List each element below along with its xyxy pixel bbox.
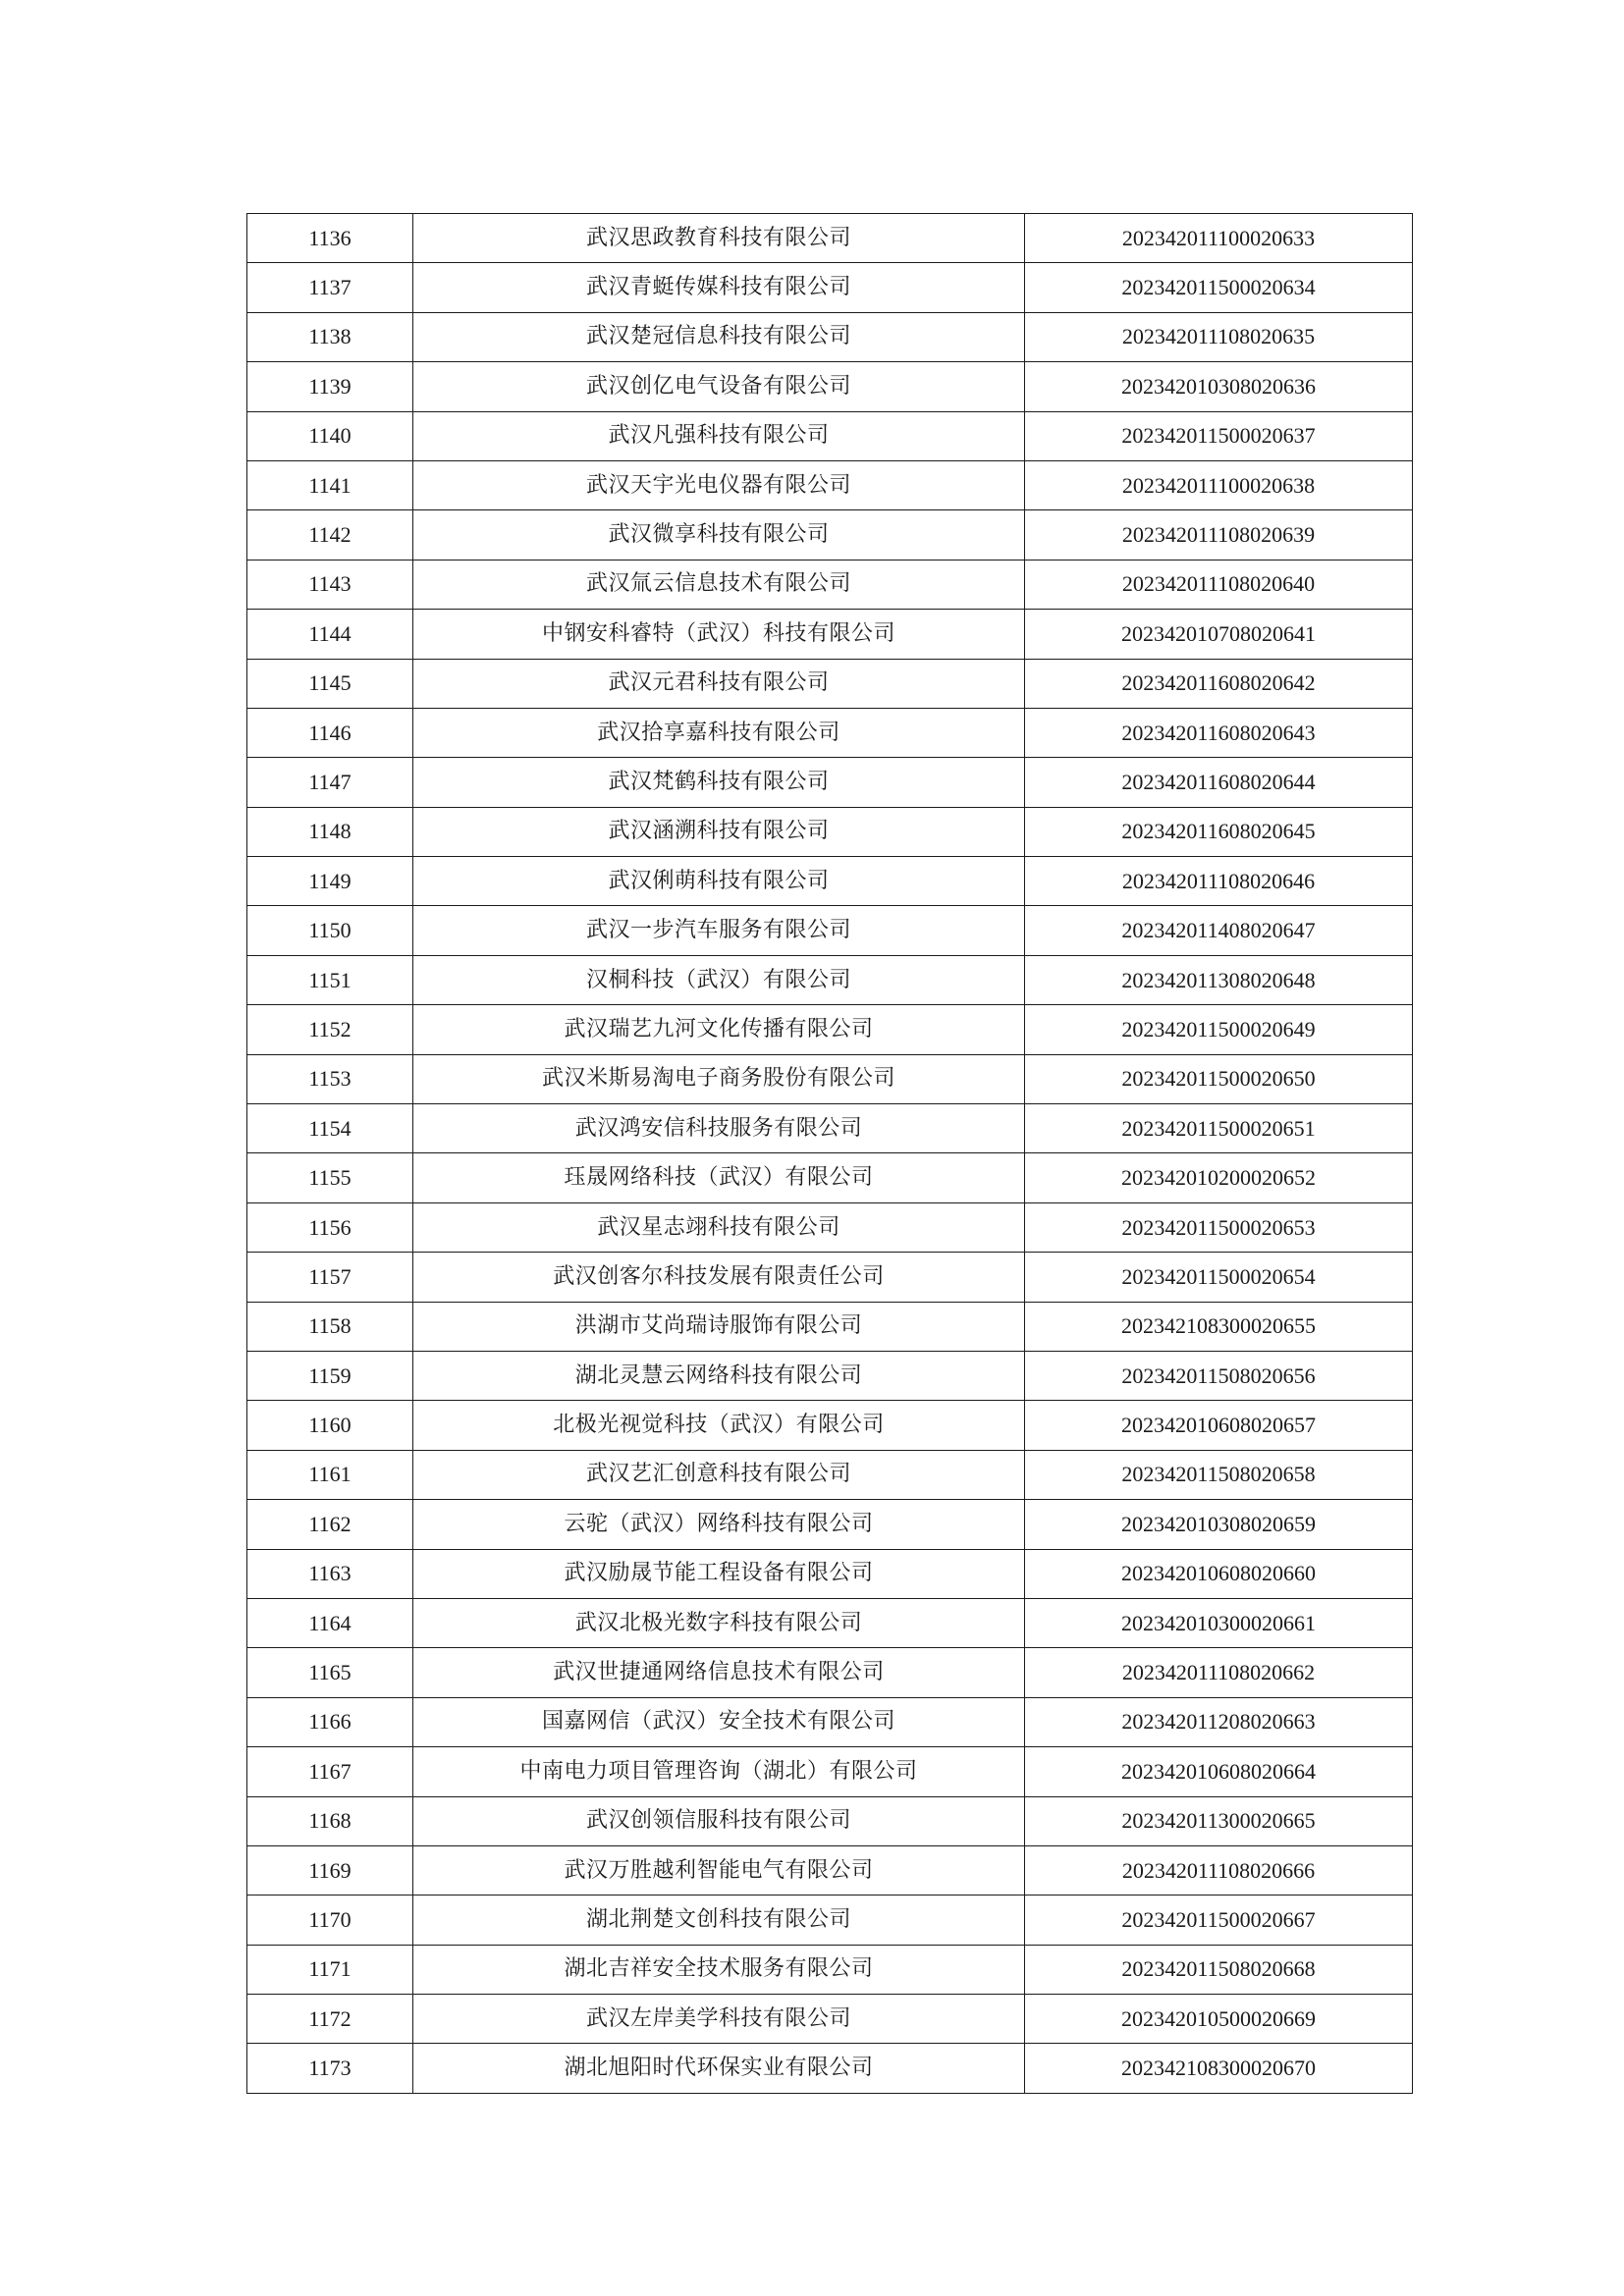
company-name-cell: 国嘉网信（武汉）安全技术有限公司 [413,1697,1025,1746]
company-name-cell: 武汉世捷通网络信息技术有限公司 [413,1648,1025,1697]
table-row [247,807,1413,856]
row-number-cell: 1142 [247,510,413,560]
table-row [247,708,1413,757]
row-number-cell: 1137 [247,263,413,312]
registration-code-cell: 202342108300020655 [1025,1302,1413,1351]
company-name-cell: 武汉北极光数字科技有限公司 [413,1598,1025,1647]
table-row [247,1450,1413,1499]
registration-code-cell: 202342011500020637 [1025,411,1413,460]
company-name-cell: 武汉艺汇创意科技有限公司 [413,1450,1025,1499]
row-number-cell: 1168 [247,1796,413,1845]
company-name-cell: 武汉万胜越利智能电气有限公司 [413,1845,1025,1895]
table-row [247,1796,1413,1845]
registration-code-cell: 202342011500020651 [1025,1104,1413,1153]
company-name-cell: 云驼（武汉）网络科技有限公司 [413,1500,1025,1549]
table-row [247,1253,1413,1302]
row-number-cell: 1159 [247,1351,413,1400]
row-number-cell: 1151 [247,955,413,1004]
company-name-cell: 武汉一步汽车服务有限公司 [413,906,1025,955]
table-row [247,1153,1413,1202]
company-name-cell: 中钢安科睿特（武汉）科技有限公司 [413,610,1025,659]
registration-code-cell: 202342011608020645 [1025,807,1413,856]
company-name-cell: 武汉涵溯科技有限公司 [413,807,1025,856]
company-name-cell: 武汉氚云信息技术有限公司 [413,560,1025,609]
company-name-cell: 湖北灵慧云网络科技有限公司 [413,1351,1025,1400]
registration-code-cell: 202342011500020653 [1025,1202,1413,1252]
company-name-cell: 武汉思政教育科技有限公司 [413,214,1025,263]
table-row [247,560,1413,609]
registration-code-cell: 202342010608020664 [1025,1747,1413,1796]
company-name-cell: 湖北吉祥安全技术服务有限公司 [413,1945,1025,1994]
row-number-cell: 1153 [247,1054,413,1103]
table-row [247,1549,1413,1598]
company-name-cell: 武汉创领信服科技有限公司 [413,1796,1025,1845]
registration-code-cell: 202342011508020668 [1025,1945,1413,1994]
registration-code-cell: 202342011500020650 [1025,1054,1413,1103]
registration-code-cell: 202342011300020665 [1025,1796,1413,1845]
table-row [247,906,1413,955]
table-row [247,1995,1413,2044]
company-name-cell: 北极光视觉科技（武汉）有限公司 [413,1401,1025,1450]
registration-code-cell: 202342108300020670 [1025,2044,1413,2093]
row-number-cell: 1139 [247,362,413,411]
table-row [247,1351,1413,1400]
registration-code-cell: 202342011500020654 [1025,1253,1413,1302]
row-number-cell: 1160 [247,1401,413,1450]
table-row [247,2044,1413,2093]
company-name-cell: 武汉微享科技有限公司 [413,510,1025,560]
company-name-cell: 武汉星志翊科技有限公司 [413,1202,1025,1252]
row-number-cell: 1164 [247,1598,413,1647]
table-row [247,1500,1413,1549]
row-number-cell: 1141 [247,460,413,509]
row-number-cell: 1163 [247,1549,413,1598]
registration-code-cell: 202342011508020658 [1025,1450,1413,1499]
row-number-cell: 1155 [247,1153,413,1202]
registration-code-cell: 202342011608020642 [1025,659,1413,708]
registration-code-cell: 202342010708020641 [1025,610,1413,659]
row-number-cell: 1144 [247,610,413,659]
registration-code-cell: 202342010608020660 [1025,1549,1413,1598]
table-row [247,1054,1413,1103]
company-name-cell: 武汉天宇光电仪器有限公司 [413,460,1025,509]
row-number-cell: 1138 [247,312,413,361]
table-row [247,1598,1413,1647]
table-row [247,1302,1413,1351]
registration-code-cell: 202342011208020663 [1025,1697,1413,1746]
table-row [247,857,1413,906]
registration-code-cell: 202342011108020640 [1025,560,1413,609]
company-name-cell: 湖北旭阳时代环保实业有限公司 [413,2044,1025,2093]
row-number-cell: 1143 [247,560,413,609]
row-number-cell: 1156 [247,1202,413,1252]
registration-code-cell: 202342010300020661 [1025,1598,1413,1647]
company-name-cell: 珏晟网络科技（武汉）有限公司 [413,1153,1025,1202]
company-name-cell: 武汉励晟节能工程设备有限公司 [413,1549,1025,1598]
registration-code-cell: 202342011608020644 [1025,758,1413,807]
registration-code-cell: 202342010608020657 [1025,1401,1413,1450]
row-number-cell: 1150 [247,906,413,955]
row-number-cell: 1165 [247,1648,413,1697]
registration-code-cell: 202342011500020649 [1025,1005,1413,1054]
table-row [247,1697,1413,1746]
company-name-cell: 武汉创亿电气设备有限公司 [413,362,1025,411]
row-number-cell: 1162 [247,1500,413,1549]
row-number-cell: 1147 [247,758,413,807]
row-number-cell: 1136 [247,214,413,263]
table-row [247,460,1413,509]
registration-code-cell: 202342011108020666 [1025,1845,1413,1895]
company-name-cell: 武汉瑞艺九河文化传播有限公司 [413,1005,1025,1054]
company-name-cell: 武汉拾享嘉科技有限公司 [413,708,1025,757]
table-row [247,411,1413,460]
row-number-cell: 1152 [247,1005,413,1054]
table-row [247,214,1413,263]
company-name-cell: 武汉创客尔科技发展有限责任公司 [413,1253,1025,1302]
row-number-cell: 1172 [247,1995,413,2044]
row-number-cell: 1167 [247,1747,413,1796]
table-row [247,1945,1413,1994]
table-row [247,659,1413,708]
table-row [247,312,1413,361]
company-name-cell: 汉桐科技（武汉）有限公司 [413,955,1025,1004]
row-number-cell: 1161 [247,1450,413,1499]
row-number-cell: 1148 [247,807,413,856]
table-row [247,1648,1413,1697]
table-row [247,758,1413,807]
row-number-cell: 1146 [247,708,413,757]
company-name-cell: 中南电力项目管理咨询（湖北）有限公司 [413,1747,1025,1796]
registration-code-cell: 202342010308020636 [1025,362,1413,411]
row-number-cell: 1145 [247,659,413,708]
registration-code-cell: 202342011108020662 [1025,1648,1413,1697]
row-number-cell: 1149 [247,857,413,906]
row-number-cell: 1171 [247,1945,413,1994]
row-number-cell: 1169 [247,1845,413,1895]
table-row [247,1845,1413,1895]
row-number-cell: 1154 [247,1104,413,1153]
table-row [247,1747,1413,1796]
table-row [247,1896,1413,1945]
company-name-cell: 洪湖市艾尚瑞诗服饰有限公司 [413,1302,1025,1351]
registration-code-cell: 202342011108020639 [1025,510,1413,560]
table-row [247,510,1413,560]
company-name-cell: 武汉俐萌科技有限公司 [413,857,1025,906]
company-registry-table [246,213,1413,2094]
row-number-cell: 1157 [247,1253,413,1302]
row-number-cell: 1158 [247,1302,413,1351]
table-row [247,610,1413,659]
registration-code-cell: 202342011500020634 [1025,263,1413,312]
registration-code-cell: 202342010500020669 [1025,1995,1413,2044]
registration-code-cell: 202342011608020643 [1025,708,1413,757]
registration-code-cell: 202342010308020659 [1025,1500,1413,1549]
registration-code-cell: 202342010200020652 [1025,1153,1413,1202]
registration-code-cell: 202342011508020656 [1025,1351,1413,1400]
company-name-cell: 武汉左岸美学科技有限公司 [413,1995,1025,2044]
company-name-cell: 武汉青蜓传媒科技有限公司 [413,263,1025,312]
registration-code-cell: 202342011308020648 [1025,955,1413,1004]
table-body [247,214,1413,2094]
registration-code-cell: 202342011500020667 [1025,1896,1413,1945]
company-name-cell: 武汉凡强科技有限公司 [413,411,1025,460]
row-number-cell: 1173 [247,2044,413,2093]
table-row [247,1401,1413,1450]
company-name-cell: 武汉米斯易淘电子商务股份有限公司 [413,1054,1025,1103]
table-row [247,955,1413,1004]
company-name-cell: 武汉楚冠信息科技有限公司 [413,312,1025,361]
table-row [247,1202,1413,1252]
company-name-cell: 武汉梵鹤科技有限公司 [413,758,1025,807]
registration-code-cell: 202342011108020635 [1025,312,1413,361]
company-name-cell: 武汉鸿安信科技服务有限公司 [413,1104,1025,1153]
registration-code-cell: 202342011108020646 [1025,857,1413,906]
row-number-cell: 1170 [247,1896,413,1945]
table-row [247,263,1413,312]
registration-code-cell: 202342011100020638 [1025,460,1413,509]
company-name-cell: 武汉元君科技有限公司 [413,659,1025,708]
table-row [247,362,1413,411]
registration-code-cell: 202342011100020633 [1025,214,1413,263]
table-row [247,1005,1413,1054]
company-name-cell: 湖北荆楚文创科技有限公司 [413,1896,1025,1945]
registration-code-cell: 202342011408020647 [1025,906,1413,955]
table-row [247,1104,1413,1153]
row-number-cell: 1140 [247,411,413,460]
row-number-cell: 1166 [247,1697,413,1746]
